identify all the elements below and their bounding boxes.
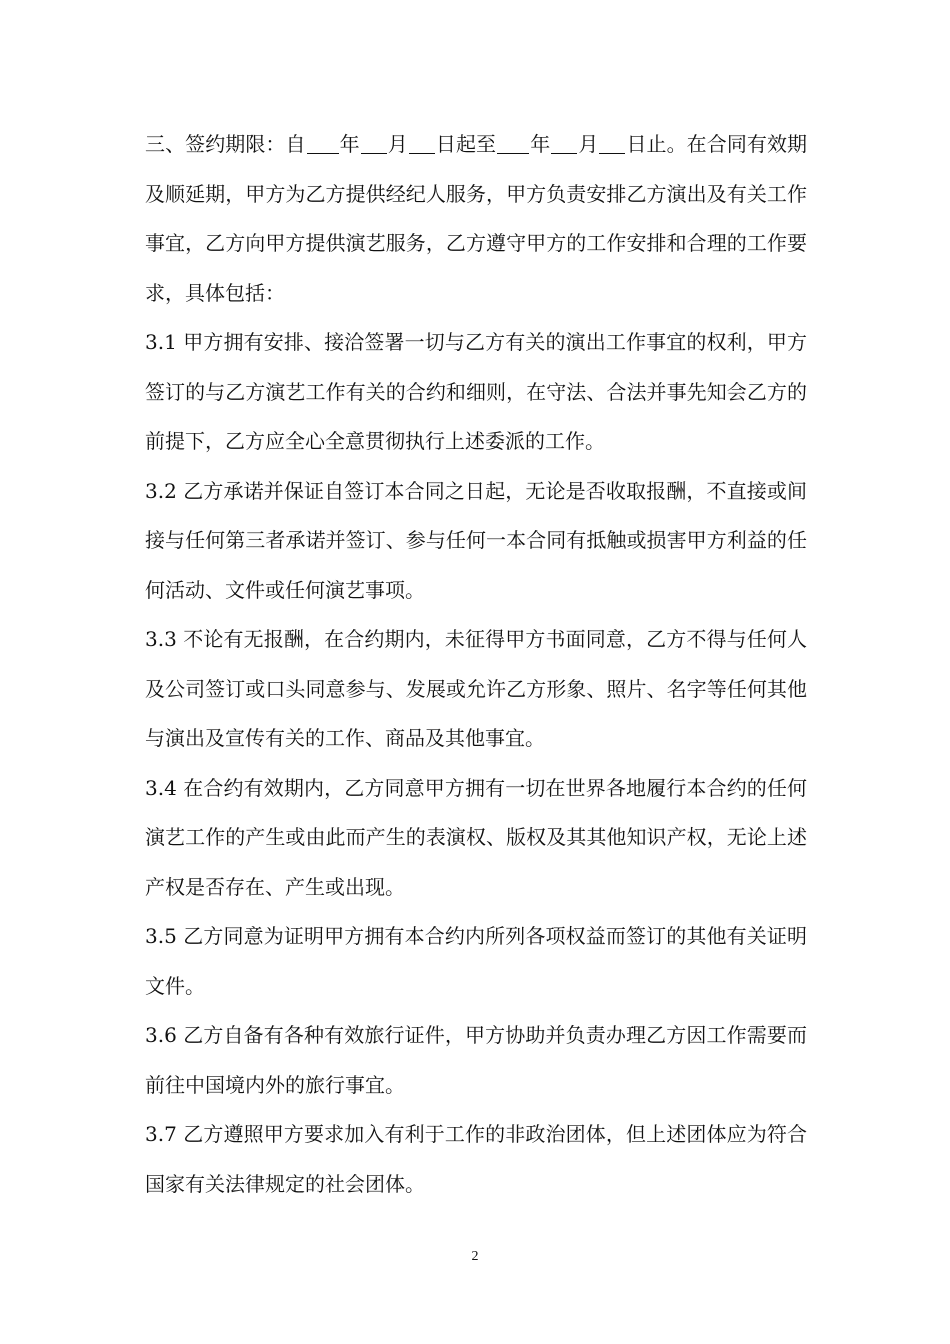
clause-3-5: 3.5 乙方同意为证明甲方拥有本合约内所列各项权益而签订的其他有关证明文件。 [145, 924, 807, 998]
year-label-start: 年 [339, 132, 360, 156]
year-blank-end [497, 133, 529, 154]
month-blank-start [361, 133, 387, 154]
month-label-end: 月 [578, 132, 599, 156]
clause-3-6: 3.6 乙方自备有各种有效旅行证件，甲方协助并负责办理乙方因工作需要而前往中国境内外的旅行事宜。 [145, 1023, 807, 1097]
clause-3-3: 3.3 不论有无报酬，在合约期内，未征得甲方书面同意，乙方不得与任何人及公司签订或口头同意参与、发展或允许乙方形象、照片、名字等任何其他与演出及宣传有关的工作、商品及其他事宜。 [145, 627, 807, 750]
clause-3-intro [145, 120, 807, 318]
clause-3-body: 日止。在合同有效期及顺延期，甲方为乙方提供经纪人服务，甲方负责安排乙方演出及有关工作事宜，乙方向甲方提供演艺服务，乙方遵守甲方的工作安排和合理的工作要求，具体包括： [145, 132, 808, 305]
document-body [145, 120, 807, 1209]
day-label-start: 日起至 [435, 132, 497, 156]
page-number: 2 [471, 1249, 479, 1264]
clause-3-7: 3.7 乙方遵照甲方要求加入有利于工作的非政治团体，但上述团体应为符合国家有关法律规定的社会团体。 [145, 1122, 807, 1196]
year-label-end: 年 [530, 132, 551, 156]
clause-3-lead: 三、签约期限：自 [145, 132, 306, 156]
clause-3-1: 3.1 甲方拥有安排、接洽签署一切与乙方有关的演出工作事宜的权利，甲方签订的与乙方演艺工作有关的合约和细则，在守法、合法并事先知会乙方的前提下，乙方应全心全意贯彻执行上述委派的工作。 [145, 330, 807, 453]
year-blank-start [307, 133, 339, 154]
day-blank-end [599, 133, 625, 154]
day-blank-start [409, 133, 435, 154]
clause-3-2: 3.2 乙方承诺并保证自签订本合同之日起，无论是否收取报酬，不直接或间接与任何第三者承诺并签订、参与任何一本合同有抵触或损害甲方利益的任何活动、文件或任何演艺事项。 [145, 478, 807, 602]
clause-3-4: 3.4 在合约有效期内，乙方同意甲方拥有一切在世界各地履行本合约的任何演艺工作的产生或由此而产生的表演权、版权及其其他知识产权，无论上述产权是否存在、产生或出现。 [145, 775, 807, 899]
month-label-start: 月 [387, 132, 408, 156]
month-blank-end [551, 133, 577, 154]
